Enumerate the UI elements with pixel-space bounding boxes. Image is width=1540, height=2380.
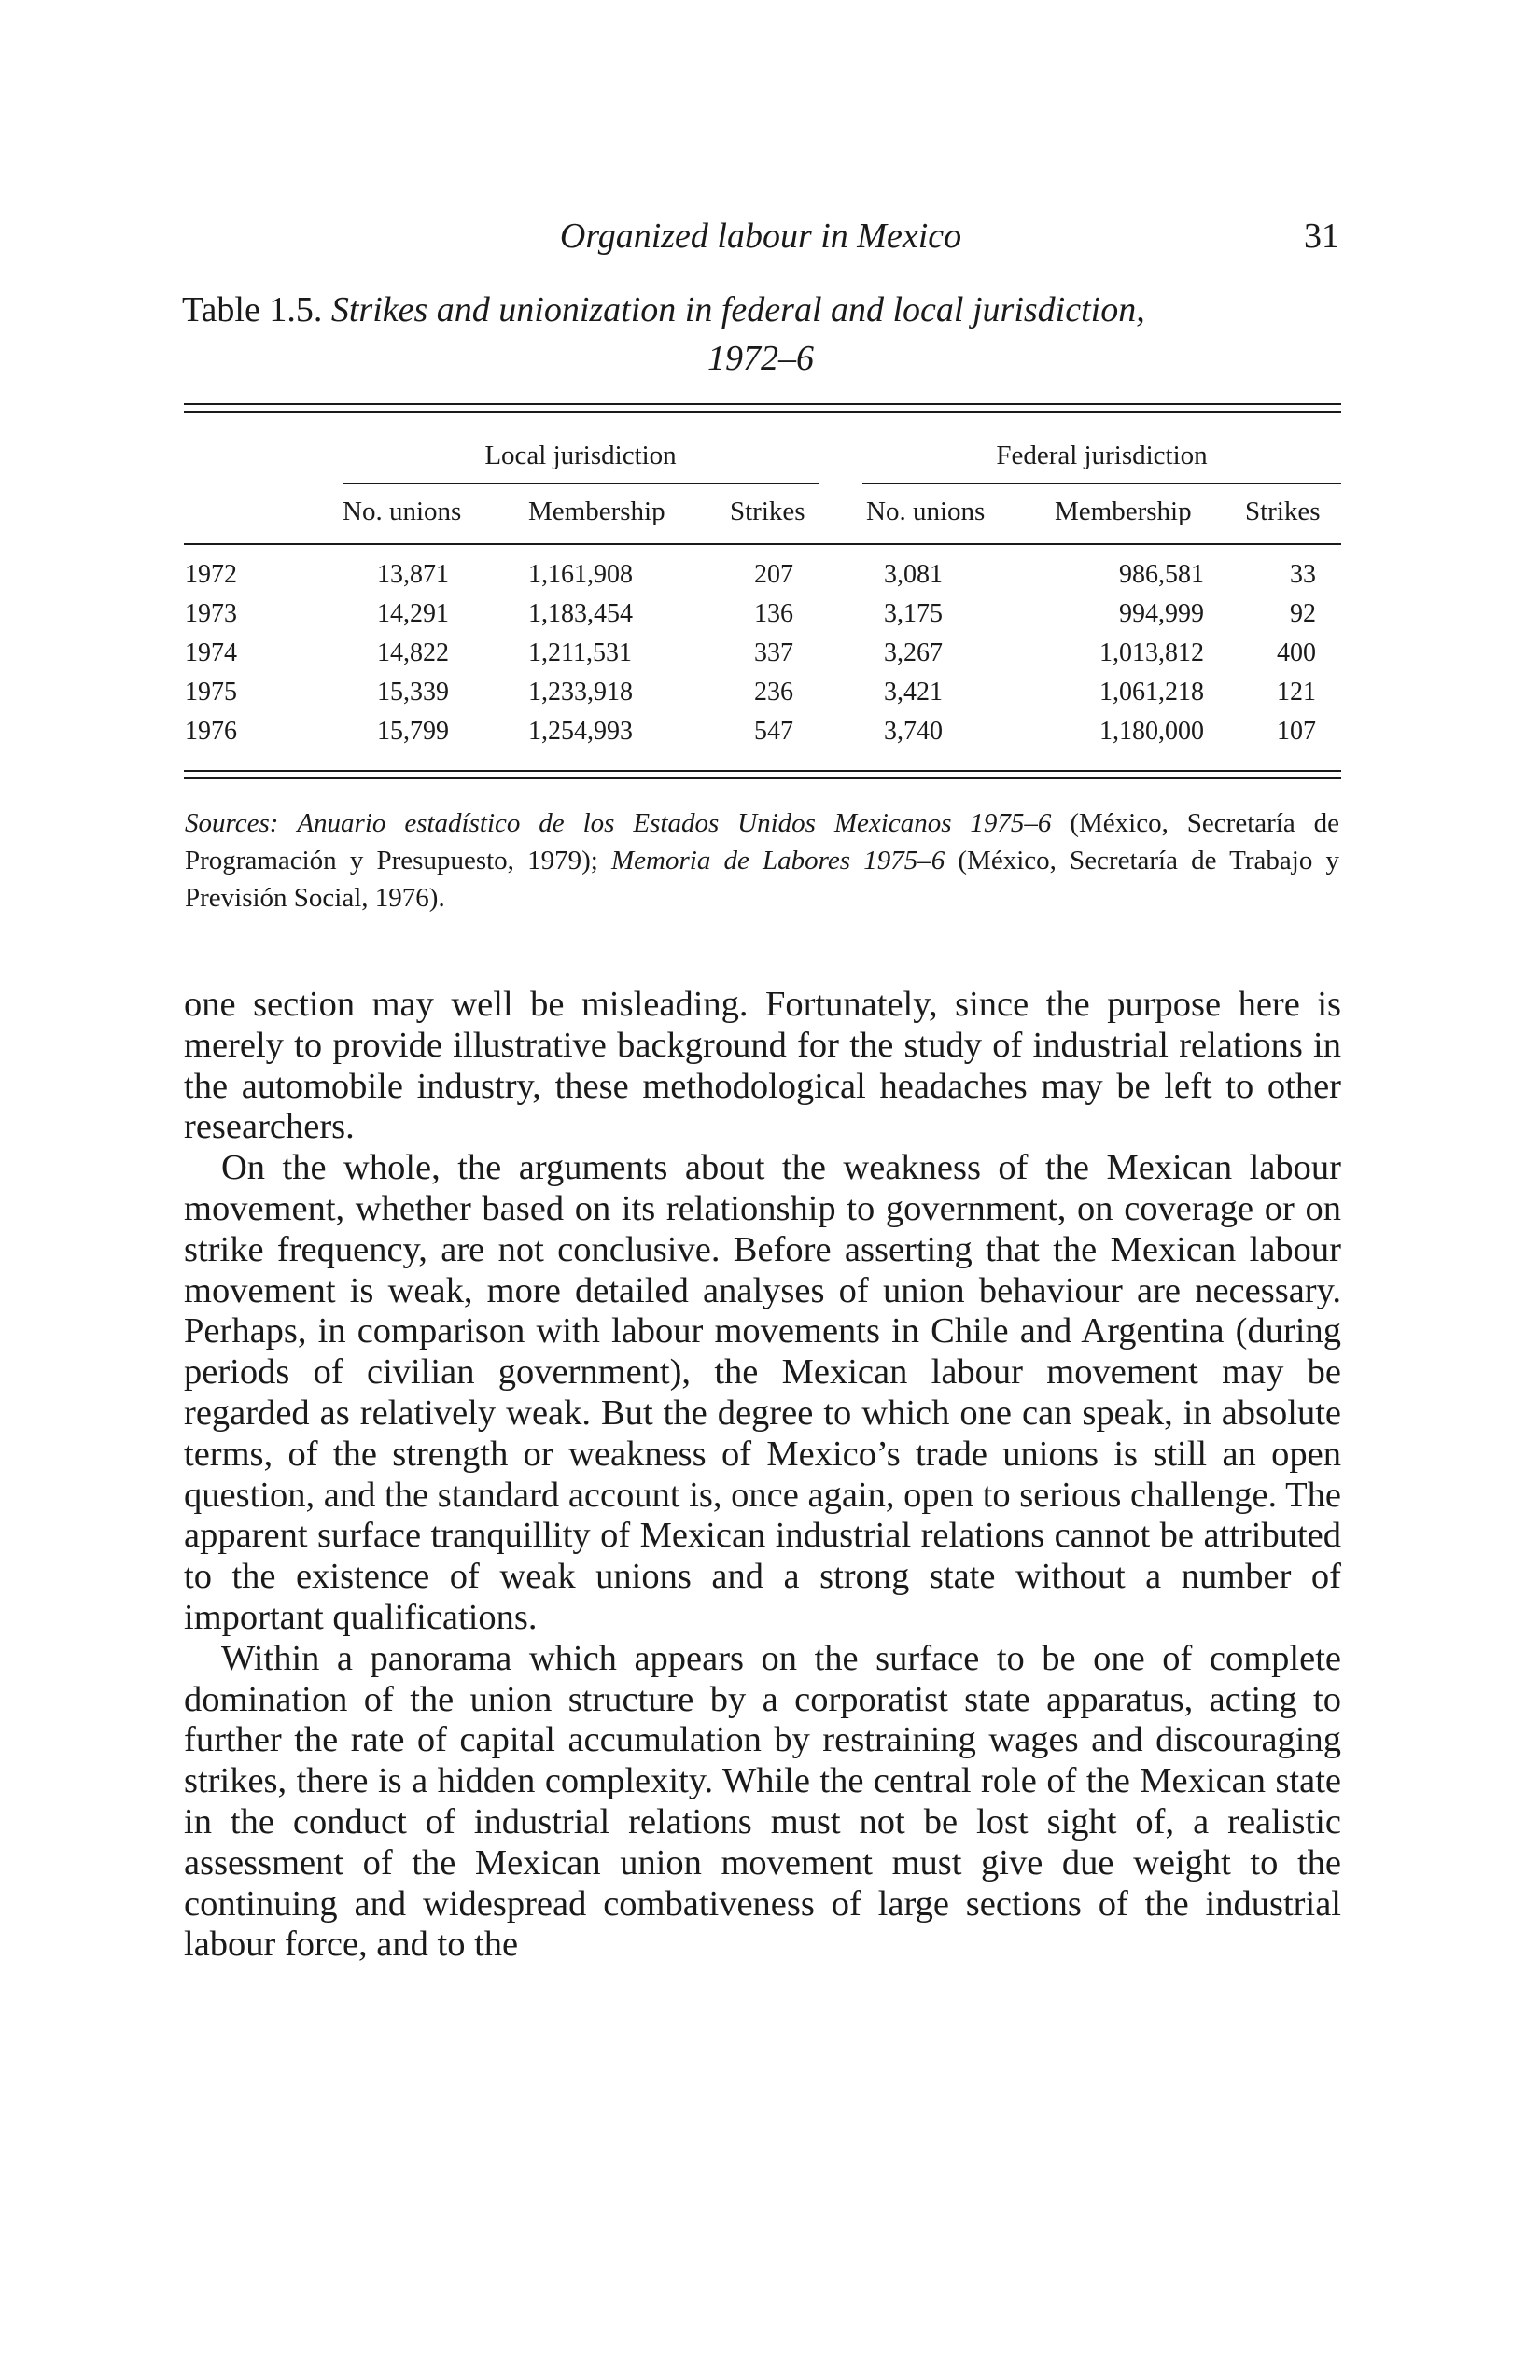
table-cell: 1,061,218 — [1099, 678, 1204, 707]
year-cell: 1973 — [185, 599, 237, 628]
table-title: Strikes and unionization in federal and local jurisdiction, — [330, 290, 1145, 329]
column-header: Strikes — [1245, 497, 1321, 526]
paragraph: Within a panorama which appears on the surface to be one of complete domination of the union structure by a corporatist state apparatus, acting to further the rate of capital accumulation by restraining wages and discouraging strikes, there is a hidden complexity. While the central role of the Mexican state in the conduct of industrial relations must not be lost sight of, a realistic assessment of the Mexican union movement must give due weight to the continuing and widespread combativeness of large sections of the industrial labour force, and to the — [184, 1638, 1341, 1965]
table-cell: 121 — [1277, 678, 1316, 707]
year-cell: 1976 — [185, 717, 237, 746]
year-cell: 1975 — [185, 678, 237, 707]
table-cell: 1,211,531 — [528, 638, 632, 667]
table-cell: 15,799 — [377, 717, 449, 746]
source-title-2: Memoria de Labores 1975–6 — [611, 846, 945, 875]
table-cell: 107 — [1277, 717, 1316, 746]
table-cell: 400 — [1277, 638, 1316, 667]
table-cell: 3,740 — [884, 717, 943, 746]
table-cell: 14,822 — [377, 638, 449, 667]
table-cell: 136 — [754, 599, 793, 628]
table-cell: 1,013,812 — [1099, 638, 1204, 667]
table-cell: 3,081 — [884, 560, 943, 589]
table-title-years: 1972–6 — [707, 339, 814, 378]
source-detail-2: (México, Secretaría de Trabajo y Previsión Social, 1976). — [185, 846, 1339, 913]
page-number: 31 — [1304, 217, 1339, 256]
table-cell: 33 — [1290, 560, 1316, 589]
table-cell: 994,999 — [1119, 599, 1204, 628]
column-header: Membership — [1055, 497, 1192, 526]
table-cell: 207 — [754, 560, 793, 589]
table-sources-note — [185, 805, 1339, 917]
table-bottom-rule — [184, 770, 1341, 772]
group-header-local: Local jurisdiction — [484, 441, 677, 470]
table-cell: 3,175 — [884, 599, 943, 628]
table-cell: 337 — [754, 638, 793, 667]
year-cell: 1974 — [185, 638, 237, 667]
source-detail-1: (México, Secretaría de Programación y Presupuesto, 1979); — [185, 808, 1340, 875]
source-title-1: Anuario estadístico de los Estados Unidos Mexicanos 1975–6 — [297, 808, 1052, 838]
table-cell: 92 — [1290, 599, 1316, 628]
sources-label: Sources: — [185, 808, 279, 838]
table-top-rule — [184, 403, 1341, 405]
table-top-rule-2 — [184, 411, 1341, 413]
table-cell: 3,267 — [884, 638, 943, 667]
table-cell: 1,183,454 — [528, 599, 633, 628]
table-cell: 547 — [754, 717, 793, 746]
paragraph: On the whole, the arguments about the weakness of the Mexican labour movement, whether based on its relationship to government, on coverage or on strike frequency, are not conclusive. Before asserting that the Mexican labour movement is weak, more detailed analyses of union behaviour are necessary. Perhaps, in comparison with labour movements in Chile and Argentina (during periods of civilian government), the Mexican labour movement may be regarded as relatively weak. But the degree to which one can speak, in absolute terms, of the strength or weakness of Mexico’s trade unions is still an open question, and the standard account is, once again, open to serious challenge. The apparent surface tranquillity of Mexican industrial relations cannot be attributed to the existence of weak unions and a strong state without a number of important qualifications. — [184, 1148, 1341, 1637]
table-cell: 1,180,000 — [1099, 717, 1204, 746]
column-header: No. unions — [343, 497, 462, 526]
table-cell: 1,254,993 — [528, 717, 633, 746]
table-cell: 13,871 — [377, 560, 449, 589]
column-header: Strikes — [730, 497, 805, 526]
body-text — [184, 985, 1341, 1966]
table-cell: 14,291 — [377, 599, 449, 628]
table-cell: 236 — [754, 678, 793, 707]
year-cell: 1972 — [185, 560, 237, 589]
table-bottom-rule-2 — [184, 777, 1341, 779]
group-header-federal: Federal jurisdiction — [996, 441, 1208, 470]
table-caption — [182, 286, 1339, 383]
column-header: No. unions — [866, 497, 986, 526]
paragraph: one section may well be misleading. Fortunately, since the purpose here is merely to provide illustrative background for the study of industrial relations in the automobile industry, these methodological headaches may be left to other researchers. — [184, 985, 1341, 1147]
table-cell: 1,233,918 — [528, 678, 633, 707]
table-cell: 1,161,908 — [528, 560, 633, 589]
table-cell: 986,581 — [1119, 560, 1204, 589]
table-cell: 15,339 — [377, 678, 449, 707]
table-label: Table 1.5. — [182, 290, 323, 329]
table-cell: 3,421 — [884, 678, 943, 707]
local-group-rule — [343, 483, 819, 484]
header-bottom-rule — [184, 543, 1341, 545]
running-head — [182, 213, 1339, 259]
running-title: Organized labour in Mexico — [559, 217, 962, 256]
column-header: Membership — [528, 497, 665, 526]
federal-group-rule — [862, 483, 1341, 484]
